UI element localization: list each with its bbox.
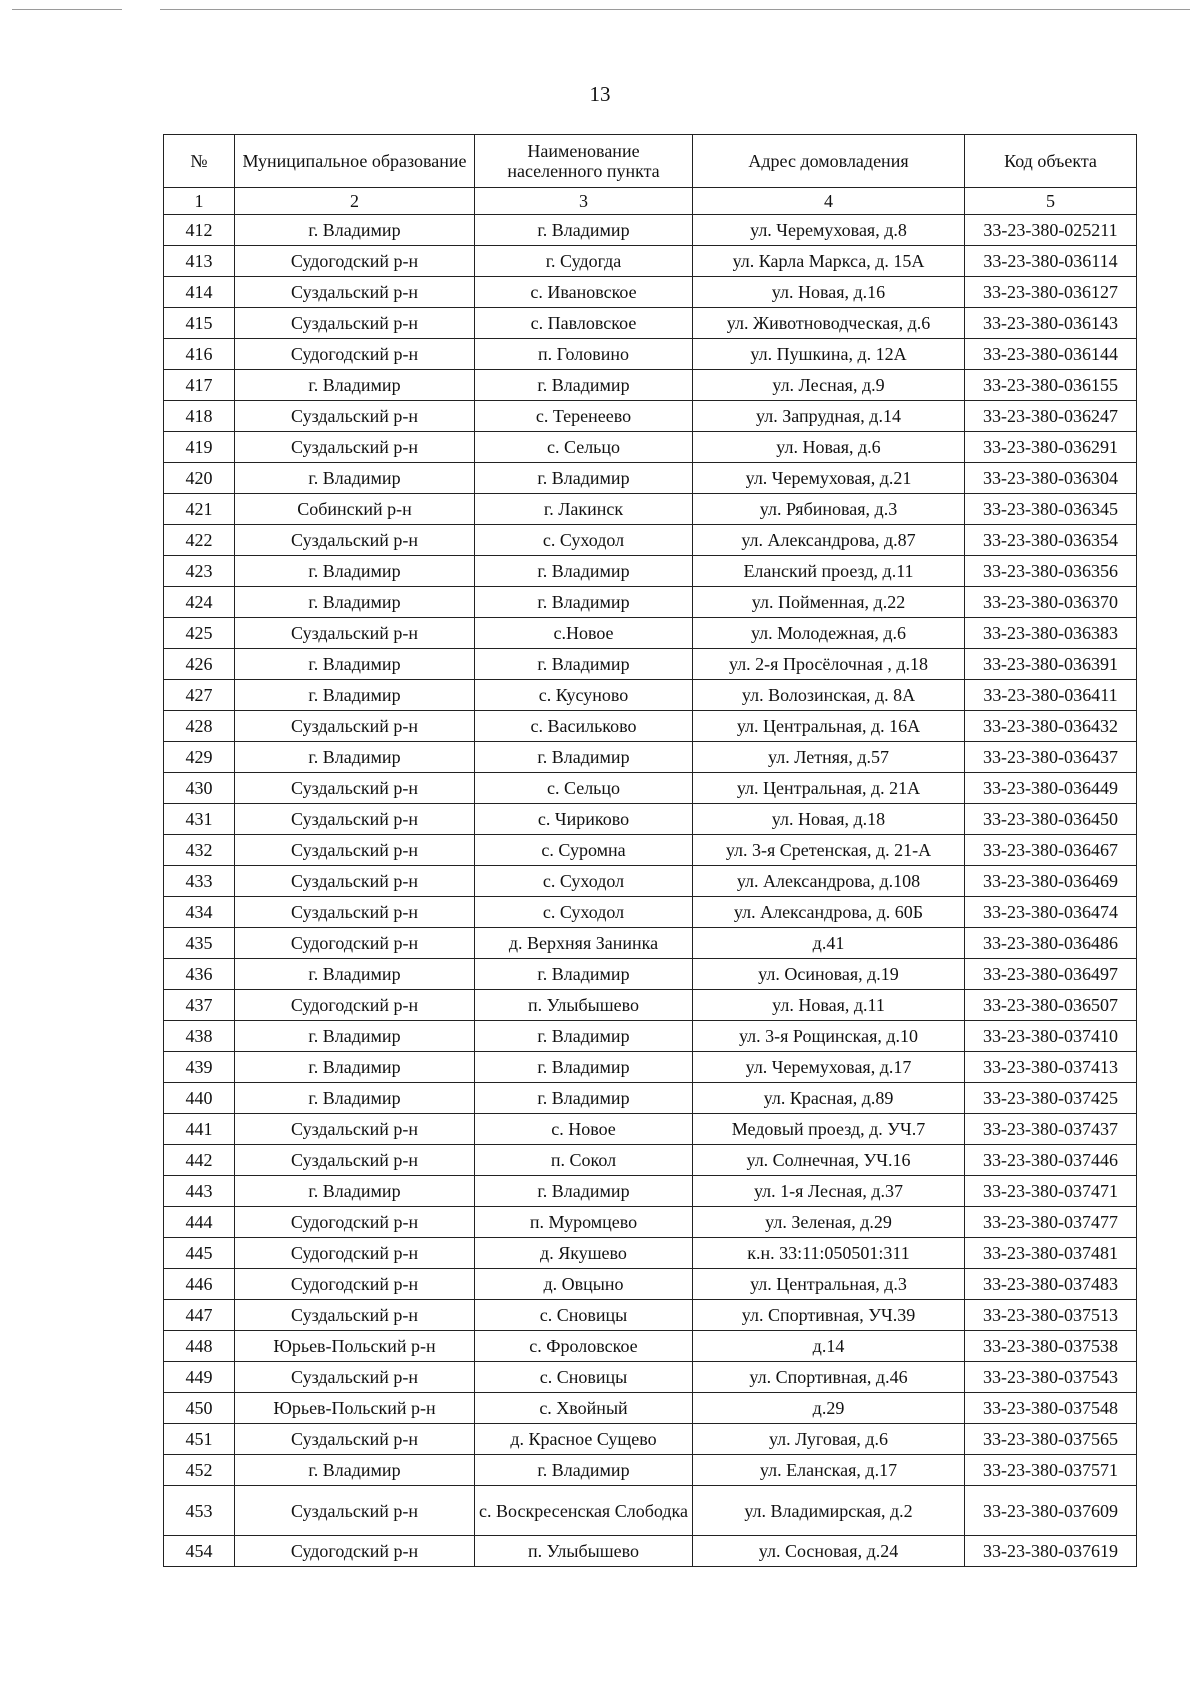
settlement-cell: д. Якушево — [475, 1238, 693, 1269]
table-row — [164, 804, 1137, 835]
settlement-cell: с. Сельцо — [475, 432, 693, 463]
table-row — [164, 618, 1137, 649]
address-cell: ул. Животноводческая, д.6 — [693, 308, 965, 339]
row-number-cell: 427 — [164, 680, 235, 711]
object-code-cell: 33-23-380-037619 — [965, 1536, 1137, 1567]
municipality-cell: г. Владимир — [235, 1083, 475, 1114]
row-number-cell: 419 — [164, 432, 235, 463]
row-number-cell: 412 — [164, 215, 235, 246]
address-cell: ул. Луговая, д.6 — [693, 1424, 965, 1455]
municipality-cell: г. Владимир — [235, 959, 475, 990]
row-number-cell: 440 — [164, 1083, 235, 1114]
municipality-cell: Судогодский р-н — [235, 339, 475, 370]
settlement-cell: г. Владимир — [475, 463, 693, 494]
address-cell: ул. Еланская, д.17 — [693, 1455, 965, 1486]
municipality-cell: г. Владимир — [235, 1021, 475, 1052]
object-code-cell: 33-23-380-036497 — [965, 959, 1137, 990]
row-number-cell: 448 — [164, 1331, 235, 1362]
row-number-cell: 428 — [164, 711, 235, 742]
object-code-cell: 33-23-380-036450 — [965, 804, 1137, 835]
municipality-cell: Суздальский р-н — [235, 835, 475, 866]
row-number-cell: 422 — [164, 525, 235, 556]
row-number-cell: 446 — [164, 1269, 235, 1300]
scan-edge-line-right — [160, 9, 1190, 10]
object-code-cell: 33-23-380-036411 — [965, 680, 1137, 711]
table-row — [164, 1083, 1137, 1114]
address-cell: ул. Александрова, д.108 — [693, 866, 965, 897]
address-cell: ул. Пойменная, д.22 — [693, 587, 965, 618]
object-code-cell: 33-23-380-036247 — [965, 401, 1137, 432]
address-cell: ул. Александрова, д. 60Б — [693, 897, 965, 928]
table-row — [164, 463, 1137, 494]
row-number-cell: 413 — [164, 246, 235, 277]
object-code-cell: 33-23-380-036507 — [965, 990, 1137, 1021]
address-cell: к.н. 33:11:050501:311 — [693, 1238, 965, 1269]
settlement-cell: с. Суходол — [475, 897, 693, 928]
object-code-cell: 33-23-380-036469 — [965, 866, 1137, 897]
address-cell: д.29 — [693, 1393, 965, 1424]
settlement-cell: г. Судогда — [475, 246, 693, 277]
table-row — [164, 1114, 1137, 1145]
row-number-cell: 454 — [164, 1536, 235, 1567]
settlement-cell: с. Фроловское — [475, 1331, 693, 1362]
settlement-cell: с. Кусуново — [475, 680, 693, 711]
object-code-cell: 33-23-380-036383 — [965, 618, 1137, 649]
table-row — [164, 680, 1137, 711]
address-cell: ул. Владимирская, д.2 — [693, 1486, 965, 1536]
municipality-cell: Суздальский р-н — [235, 618, 475, 649]
table-row — [164, 742, 1137, 773]
object-code-cell: 33-23-380-036291 — [965, 432, 1137, 463]
row-number-cell: 451 — [164, 1424, 235, 1455]
table-row — [164, 990, 1137, 1021]
municipality-cell: Суздальский р-н — [235, 773, 475, 804]
object-code-cell: 33-23-380-036486 — [965, 928, 1137, 959]
row-number-cell: 436 — [164, 959, 235, 990]
address-cell: Еланский проезд, д.11 — [693, 556, 965, 587]
municipality-cell: г. Владимир — [235, 1455, 475, 1486]
table-row — [164, 1207, 1137, 1238]
object-code-cell: 33-23-380-036143 — [965, 308, 1137, 339]
address-cell: ул. Черемуховая, д.17 — [693, 1052, 965, 1083]
municipality-cell: Суздальский р-н — [235, 1486, 475, 1536]
header-object-code: Код объекта — [965, 135, 1137, 188]
settlement-cell: с. Чириково — [475, 804, 693, 835]
settlement-cell: п. Муромцево — [475, 1207, 693, 1238]
settlement-cell: с. Павловское — [475, 308, 693, 339]
object-code-cell: 33-23-380-025211 — [965, 215, 1137, 246]
row-number-cell: 443 — [164, 1176, 235, 1207]
object-code-cell: 33-23-380-037437 — [965, 1114, 1137, 1145]
address-cell: ул. Летняя, д.57 — [693, 742, 965, 773]
object-code-cell: 33-23-380-037477 — [965, 1207, 1137, 1238]
settlement-cell: с.Новое — [475, 618, 693, 649]
municipality-cell: Суздальский р-н — [235, 308, 475, 339]
municipality-cell: Суздальский р-н — [235, 711, 475, 742]
address-cell: ул. Солнечная, УЧ.16 — [693, 1145, 965, 1176]
object-code-cell: 33-23-380-036155 — [965, 370, 1137, 401]
municipality-cell: Суздальский р-н — [235, 432, 475, 463]
settlement-cell: п. Сокол — [475, 1145, 693, 1176]
settlement-cell: г. Владимир — [475, 215, 693, 246]
settlement-cell: г. Владимир — [475, 649, 693, 680]
settlement-cell: с. Суходол — [475, 525, 693, 556]
address-cell: ул. Центральная, д.3 — [693, 1269, 965, 1300]
settlement-cell: г. Владимир — [475, 742, 693, 773]
table-row — [164, 649, 1137, 680]
municipality-cell: г. Владимир — [235, 742, 475, 773]
table-row — [164, 928, 1137, 959]
object-code-cell: 33-23-380-037571 — [965, 1455, 1137, 1486]
municipality-cell: Суздальский р-н — [235, 1300, 475, 1331]
table-row — [164, 1455, 1137, 1486]
address-cell: ул. Спортивная, д.46 — [693, 1362, 965, 1393]
municipality-cell: г. Владимир — [235, 556, 475, 587]
table-row — [164, 1052, 1137, 1083]
page-number: 13 — [589, 82, 611, 106]
settlement-cell: г. Лакинск — [475, 494, 693, 525]
address-cell: ул. Новая, д.11 — [693, 990, 965, 1021]
row-number-cell: 418 — [164, 401, 235, 432]
address-cell: ул. Сосновая, д.24 — [693, 1536, 965, 1567]
municipality-cell: г. Владимир — [235, 680, 475, 711]
municipality-cell: Собинский р-н — [235, 494, 475, 525]
row-number-cell: 430 — [164, 773, 235, 804]
column-number: 2 — [235, 188, 475, 215]
table-row — [164, 215, 1137, 246]
table-row — [164, 711, 1137, 742]
row-number-cell: 445 — [164, 1238, 235, 1269]
municipality-cell: Судогодский р-н — [235, 1536, 475, 1567]
registry-table — [163, 134, 1137, 1567]
settlement-cell: с. Суромна — [475, 835, 693, 866]
municipality-cell: Судогодский р-н — [235, 1238, 475, 1269]
object-code-cell: 33-23-380-036467 — [965, 835, 1137, 866]
settlement-cell: с. Новое — [475, 1114, 693, 1145]
settlement-cell: с. Сновицы — [475, 1362, 693, 1393]
table-row — [164, 1331, 1137, 1362]
settlement-cell: с. Суходол — [475, 866, 693, 897]
municipality-cell: Суздальский р-н — [235, 1145, 475, 1176]
municipality-cell: Суздальский р-н — [235, 866, 475, 897]
row-number-cell: 423 — [164, 556, 235, 587]
address-cell: ул. Александрова, д.87 — [693, 525, 965, 556]
table-row — [164, 835, 1137, 866]
object-code-cell: 33-23-380-036391 — [965, 649, 1137, 680]
municipality-cell: Суздальский р-н — [235, 897, 475, 928]
settlement-cell: г. Владимир — [475, 1021, 693, 1052]
municipality-cell: г. Владимир — [235, 463, 475, 494]
object-code-cell: 33-23-380-037538 — [965, 1331, 1137, 1362]
municipality-cell: Суздальский р-н — [235, 1424, 475, 1455]
row-number-cell: 426 — [164, 649, 235, 680]
municipality-cell: Судогодский р-н — [235, 928, 475, 959]
address-cell: ул. Красная, д.89 — [693, 1083, 965, 1114]
row-number-cell: 447 — [164, 1300, 235, 1331]
column-number: 3 — [475, 188, 693, 215]
table-row — [164, 897, 1137, 928]
row-number-cell: 449 — [164, 1362, 235, 1393]
row-number-cell: 453 — [164, 1486, 235, 1536]
row-number-cell: 421 — [164, 494, 235, 525]
settlement-cell: г. Владимир — [475, 370, 693, 401]
row-number-cell: 452 — [164, 1455, 235, 1486]
table-row — [164, 277, 1137, 308]
header-number: № — [164, 135, 235, 188]
settlement-cell: с. Ивановское — [475, 277, 693, 308]
address-cell: ул. Спортивная, УЧ.39 — [693, 1300, 965, 1331]
object-code-cell: 33-23-380-036304 — [965, 463, 1137, 494]
municipality-cell: г. Владимир — [235, 1176, 475, 1207]
scan-edge-line-left — [12, 9, 122, 10]
table-row — [164, 1145, 1137, 1176]
row-number-cell: 438 — [164, 1021, 235, 1052]
address-cell: ул. Новая, д.6 — [693, 432, 965, 463]
table-row — [164, 1486, 1137, 1536]
table-row — [164, 1536, 1137, 1567]
table-row — [164, 1300, 1137, 1331]
table-row — [164, 1238, 1137, 1269]
object-code-cell: 33-23-380-037446 — [965, 1145, 1137, 1176]
settlement-cell: д. Верхняя Занинка — [475, 928, 693, 959]
row-number-cell: 432 — [164, 835, 235, 866]
municipality-cell: Суздальский р-н — [235, 401, 475, 432]
row-number-cell: 416 — [164, 339, 235, 370]
address-cell: ул. Лесная, д.9 — [693, 370, 965, 401]
object-code-cell: 33-23-380-037548 — [965, 1393, 1137, 1424]
object-code-cell: 33-23-380-037413 — [965, 1052, 1137, 1083]
municipality-cell: Суздальский р-н — [235, 277, 475, 308]
object-code-cell: 33-23-380-036449 — [965, 773, 1137, 804]
row-number-cell: 424 — [164, 587, 235, 618]
settlement-cell: с. Сельцо — [475, 773, 693, 804]
settlement-cell: г. Владимир — [475, 959, 693, 990]
settlement-cell: г. Владимир — [475, 1052, 693, 1083]
municipality-cell: Судогодский р-н — [235, 990, 475, 1021]
object-code-cell: 33-23-380-036345 — [965, 494, 1137, 525]
object-code-cell: 33-23-380-037565 — [965, 1424, 1137, 1455]
row-number-cell: 441 — [164, 1114, 235, 1145]
row-number-cell: 437 — [164, 990, 235, 1021]
object-code-cell: 33-23-380-037425 — [965, 1083, 1137, 1114]
settlement-cell: п. Головино — [475, 339, 693, 370]
row-number-cell: 414 — [164, 277, 235, 308]
settlement-cell: с. Воскресенская Слободка — [475, 1486, 693, 1536]
row-number-cell: 425 — [164, 618, 235, 649]
address-cell: ул. Запрудная, д.14 — [693, 401, 965, 432]
address-cell: ул. Новая, д.16 — [693, 277, 965, 308]
row-number-cell: 435 — [164, 928, 235, 959]
municipality-cell: г. Владимир — [235, 370, 475, 401]
object-code-cell: 33-23-380-036437 — [965, 742, 1137, 773]
table-row — [164, 1269, 1137, 1300]
address-cell: ул. Черемуховая, д.8 — [693, 215, 965, 246]
table-row — [164, 494, 1137, 525]
address-cell: ул. 1-я Лесная, д.37 — [693, 1176, 965, 1207]
municipality-cell: Суздальский р-н — [235, 804, 475, 835]
table-header-row — [164, 135, 1137, 188]
municipality-cell: Судогодский р-н — [235, 1207, 475, 1238]
row-number-cell: 434 — [164, 897, 235, 928]
row-number-cell: 433 — [164, 866, 235, 897]
object-code-cell: 33-23-380-037410 — [965, 1021, 1137, 1052]
settlement-cell: с. Васильково — [475, 711, 693, 742]
settlement-cell: с. Сновицы — [475, 1300, 693, 1331]
municipality-cell: Юрьев-Польский р-н — [235, 1331, 475, 1362]
table-row — [164, 1393, 1137, 1424]
object-code-cell: 33-23-380-036354 — [965, 525, 1137, 556]
column-number: 4 — [693, 188, 965, 215]
settlement-cell: г. Владимир — [475, 556, 693, 587]
settlement-cell: д. Овцыно — [475, 1269, 693, 1300]
address-cell: д.14 — [693, 1331, 965, 1362]
table-row — [164, 587, 1137, 618]
object-code-cell: 33-23-380-037481 — [965, 1238, 1137, 1269]
municipality-cell: Судогодский р-н — [235, 246, 475, 277]
address-cell: ул. Новая, д.18 — [693, 804, 965, 835]
row-number-cell: 431 — [164, 804, 235, 835]
row-number-cell: 444 — [164, 1207, 235, 1238]
table-row — [164, 556, 1137, 587]
address-cell: ул. 2-я Просёлочная , д.18 — [693, 649, 965, 680]
address-cell: ул. 3-я Сретенская, д. 21-А — [693, 835, 965, 866]
address-cell: д.41 — [693, 928, 965, 959]
address-cell: ул. Центральная, д. 21А — [693, 773, 965, 804]
table-row — [164, 246, 1137, 277]
address-cell: ул. Волозинская, д. 8А — [693, 680, 965, 711]
municipality-cell: г. Владимир — [235, 215, 475, 246]
table-row — [164, 959, 1137, 990]
row-number-cell: 450 — [164, 1393, 235, 1424]
municipality-cell: Судогодский р-н — [235, 1269, 475, 1300]
object-code-cell: 33-23-380-037483 — [965, 1269, 1137, 1300]
municipality-cell: Суздальский р-н — [235, 525, 475, 556]
object-code-cell: 33-23-380-037609 — [965, 1486, 1137, 1536]
settlement-cell: г. Владимир — [475, 1083, 693, 1114]
table-row — [164, 432, 1137, 463]
table-row — [164, 308, 1137, 339]
table-body — [164, 215, 1137, 1567]
municipality-cell: Суздальский р-н — [235, 1114, 475, 1145]
settlement-cell: с. Теренеево — [475, 401, 693, 432]
row-number-cell: 429 — [164, 742, 235, 773]
header-address: Адрес домовладения — [693, 135, 965, 188]
municipality-cell: Юрьев-Польский р-н — [235, 1393, 475, 1424]
object-code-cell: 33-23-380-037513 — [965, 1300, 1137, 1331]
table-row — [164, 1176, 1137, 1207]
table-row — [164, 866, 1137, 897]
table-row — [164, 1021, 1137, 1052]
municipality-cell: г. Владимир — [235, 587, 475, 618]
municipality-cell: г. Владимир — [235, 1052, 475, 1083]
settlement-cell: г. Владимир — [475, 1176, 693, 1207]
settlement-cell: п. Улыбышево — [475, 990, 693, 1021]
address-cell: ул. Центральная, д. 16А — [693, 711, 965, 742]
municipality-cell: г. Владимир — [235, 649, 475, 680]
address-cell: ул. 3-я Рощинская, д.10 — [693, 1021, 965, 1052]
row-number-cell: 417 — [164, 370, 235, 401]
object-code-cell: 33-23-380-036114 — [965, 246, 1137, 277]
object-code-cell: 33-23-380-036432 — [965, 711, 1137, 742]
settlement-cell: п. Улыбышево — [475, 1536, 693, 1567]
header-municipality: Муниципальное образование — [235, 135, 475, 188]
address-cell: ул. Пушкина, д. 12А — [693, 339, 965, 370]
municipality-cell: Суздальский р-н — [235, 1362, 475, 1393]
table-row — [164, 401, 1137, 432]
settlement-cell: г. Владимир — [475, 587, 693, 618]
column-number-row — [164, 188, 1137, 215]
table-row — [164, 1362, 1137, 1393]
address-cell: Медовый проезд, д. УЧ.7 — [693, 1114, 965, 1145]
object-code-cell: 33-23-380-036474 — [965, 897, 1137, 928]
table-row — [164, 1424, 1137, 1455]
column-number: 5 — [965, 188, 1137, 215]
settlement-cell: с. Хвойный — [475, 1393, 693, 1424]
address-cell: ул. Рябиновая, д.3 — [693, 494, 965, 525]
settlement-cell: г. Владимир — [475, 1455, 693, 1486]
object-code-cell: 33-23-380-036127 — [965, 277, 1137, 308]
row-number-cell: 442 — [164, 1145, 235, 1176]
object-code-cell: 33-23-380-037543 — [965, 1362, 1137, 1393]
object-code-cell: 33-23-380-036144 — [965, 339, 1137, 370]
address-cell: ул. Зеленая, д.29 — [693, 1207, 965, 1238]
table-row — [164, 525, 1137, 556]
address-cell: ул. Молодежная, д.6 — [693, 618, 965, 649]
row-number-cell: 420 — [164, 463, 235, 494]
object-code-cell: 33-23-380-036356 — [965, 556, 1137, 587]
column-number: 1 — [164, 188, 235, 215]
row-number-cell: 415 — [164, 308, 235, 339]
object-code-cell: 33-23-380-036370 — [965, 587, 1137, 618]
address-cell: ул. Черемуховая, д.21 — [693, 463, 965, 494]
address-cell: ул. Осиновая, д.19 — [693, 959, 965, 990]
table-row — [164, 773, 1137, 804]
table-row — [164, 339, 1137, 370]
address-cell: ул. Карла Маркса, д. 15А — [693, 246, 965, 277]
header-settlement: Наименование населенного пункта — [475, 135, 693, 188]
object-code-cell: 33-23-380-037471 — [965, 1176, 1137, 1207]
table-row — [164, 370, 1137, 401]
settlement-cell: д. Красное Сущево — [475, 1424, 693, 1455]
row-number-cell: 439 — [164, 1052, 235, 1083]
